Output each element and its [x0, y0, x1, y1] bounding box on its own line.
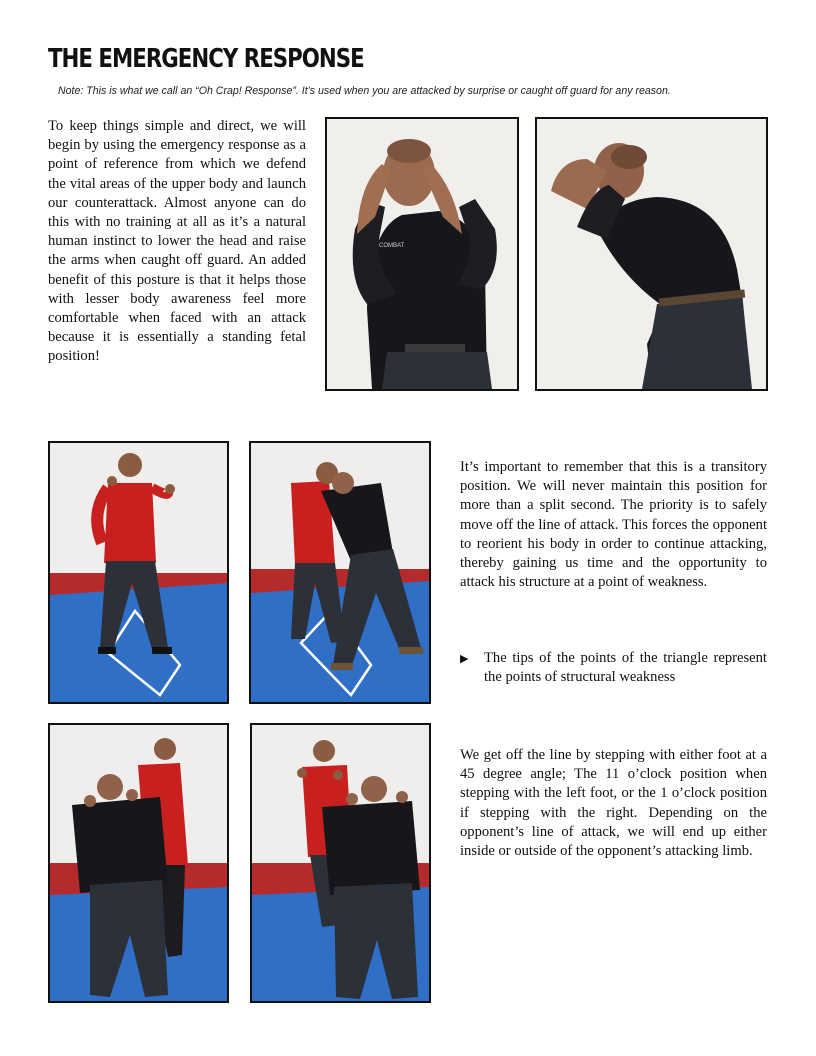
- footwork-paragraph: We get off the line by stepping with either foot at a 45 degree angle; The 11 o’clock position when stepping with the left foot, or the 1 o’clock position if stepping with the right. Depending on the opponent’s line of attack, we will end up either inside or outside of the opponent’s attacking limb.: [460, 747, 767, 860]
- shirt-logo-text: COMBAT: [379, 243, 405, 249]
- photo-emergency-front: [325, 117, 519, 391]
- triangle-bullet-icon: ▶: [460, 652, 469, 665]
- bullet-item: [460, 649, 767, 687]
- bullet-text: The tips of the points of the triangle represent the points of structural weakness: [484, 650, 767, 686]
- photo-outside-position: [48, 723, 229, 1003]
- page-title: THE EMERGENCY RESPONSE: [48, 44, 364, 74]
- photo-step-offline: [249, 441, 431, 704]
- intro-paragraph: To keep things simple and direct, we will begin by using the emergency response as a point of reference from which we defend the vital areas of the upper body and launch our counterattack. Almost anyone can do this with no training at all as it’s a natural human instinct to lower the head and raise the arms when caught off guard. An added benefit of this posture is that it helps those with lesser body awareness feel more comfortable when faced with an attack because it is essentially a standing fetal position!: [48, 118, 306, 365]
- transitory-paragraph: It’s important to remember that this is a transitory position. We will never maintain this position for more than a split second. The priority is to safely move off the line of attack. This forces the opponent to reorient his body in order to continue attacking, thereby gaining us time and the opportunity to attack his structure at a point of weakness.: [460, 459, 767, 591]
- photo-emergency-side: [535, 117, 768, 391]
- photo-inside-position: [250, 723, 431, 1003]
- note-text: Note: This is what we call an “Oh Crap! Response”. It’s used when you are attacked by surprise or caught off guard for any reason.: [58, 85, 671, 97]
- photo-stance-triangle: [48, 441, 229, 704]
